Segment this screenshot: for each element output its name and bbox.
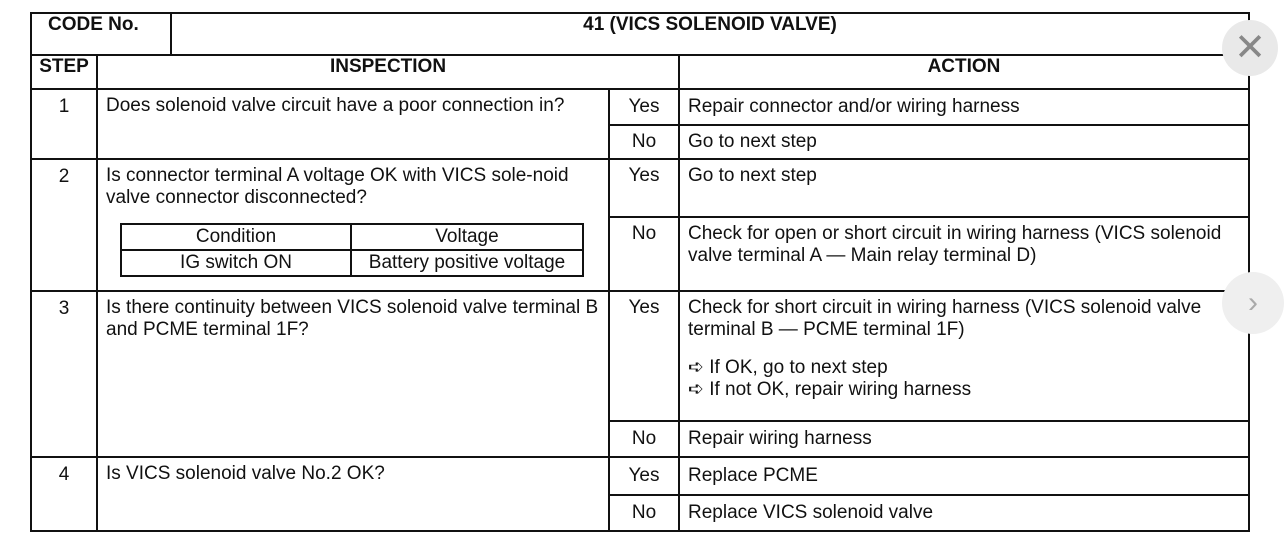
no-label: No [609,495,679,531]
action-header: ACTION [679,55,1249,89]
step-number: 1 [31,89,97,159]
inspection-question: Does solenoid valve circuit have a poor connection in? [97,89,609,159]
action-text: Replace VICS solenoid valve [679,495,1249,531]
hollow-arrow-right-icon: ➪ [688,357,704,378]
spec-condition: IG switch ON [121,250,351,276]
action-text: Check for open or short circuit in wiring harness (VICS solenoid valve terminal A — Main relay terminal D) [679,217,1249,291]
action-text: Repair wiring harness [679,421,1249,457]
hollow-arrow-right-icon: ➪ [688,379,704,400]
action-text: Repair connector and/or wiring harness [679,89,1249,125]
action-text: Go to next step [679,159,1249,217]
action-if-not-ok: ➪ If not OK, repair wiring harness [688,379,972,400]
spec-voltage: Battery positive voltage [351,250,583,276]
yes-label: Yes [609,89,679,125]
spec-table [120,223,584,277]
yes-label: Yes [609,457,679,495]
spec-header-voltage: Voltage [351,224,583,250]
inspection-question: Is VICS solenoid valve No.2 OK? [97,457,609,531]
step-number: 3 [31,291,97,457]
yes-label: Yes [609,159,679,217]
action-text: Check for short circuit in wiring harness (VICS solenoid valve terminal B — PCME terminal 1F) [688,297,1202,340]
step-number: 4 [31,457,97,531]
step-number: 2 [31,159,97,291]
inspection-question: Is there continuity between VICS solenoid valve terminal B and PCME terminal 1F? [97,291,609,457]
action-cell [679,291,1249,421]
no-label: No [609,217,679,291]
spec-header-condition: Condition [121,224,351,250]
close-icon[interactable]: ✕ [1222,20,1278,76]
step-header: STEP [31,55,97,89]
no-label: No [609,421,679,457]
code-value: 41 (VICS SOLENOID VALVE) [171,13,1249,55]
yes-label: Yes [609,291,679,421]
diagnostic-table [30,12,1250,532]
action-text: Replace PCME [679,457,1249,495]
inspection-cell [97,159,609,291]
chevron-right-icon[interactable]: › [1222,272,1284,334]
no-label: No [609,125,679,159]
code-label: CODE No. [31,13,171,55]
inspection-question: Is connector terminal A voltage OK with VICS sole-noid valve connector disconnected? [106,165,569,208]
inspection-header: INSPECTION [97,55,679,89]
action-text: Go to next step [679,125,1249,159]
action-if-ok: ➪ If OK, go to next step [688,357,888,378]
